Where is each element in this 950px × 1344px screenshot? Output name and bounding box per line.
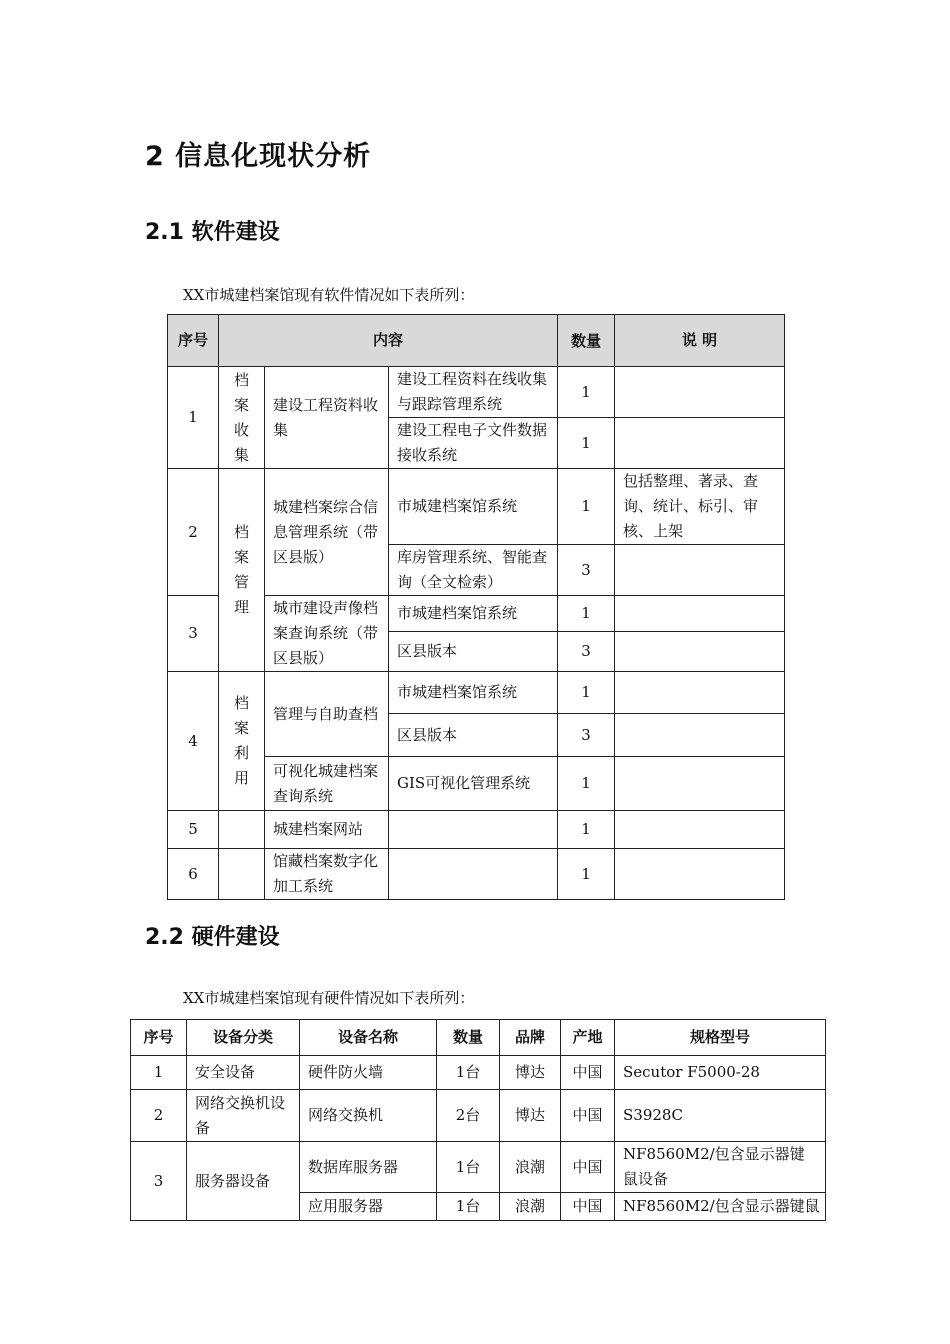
category-cell (219, 811, 265, 849)
device-spec: Secutor F5000-28 (615, 1056, 826, 1090)
item-cell: 市城建档案馆系统 (389, 672, 558, 714)
qty-cell: 1 (558, 596, 615, 632)
item-cell: 市城建档案馆系统 (389, 596, 558, 632)
header-content: 内容 (219, 315, 558, 367)
note-cell (615, 757, 785, 811)
note-cell (615, 545, 785, 596)
category-cell: 档案管理 (219, 469, 265, 672)
note-cell (615, 849, 785, 900)
device-brand: 博达 (500, 1090, 561, 1142)
qty-cell: 1 (558, 757, 615, 811)
device-spec: S3928C (615, 1090, 826, 1142)
header-brand: 品牌 (500, 1020, 561, 1056)
table-row (131, 1056, 826, 1090)
note-cell (615, 367, 785, 418)
subsection-heading-hardware: 2.2 硬件建设 (145, 925, 280, 950)
device-brand: 博达 (500, 1056, 561, 1090)
item-cell: 建设工程资料在线收集与跟踪管理系统 (389, 367, 558, 418)
qty-cell: 1 (558, 811, 615, 849)
table-row (168, 672, 785, 714)
note-cell (615, 418, 785, 469)
note-cell (615, 714, 785, 757)
row-number: 3 (168, 596, 219, 672)
item-cell (389, 811, 558, 849)
qty-cell: 1 (558, 367, 615, 418)
qty-cell: 1 (558, 469, 615, 545)
table-row (131, 1142, 826, 1193)
item-cell: 建设工程电子文件数据接收系统 (389, 418, 558, 469)
header-qty: 数量 (437, 1020, 500, 1056)
device-qty: 1台 (437, 1193, 500, 1221)
note-cell (615, 811, 785, 849)
device-spec: NF8560M2/包含显示器键鼠 (615, 1193, 826, 1221)
header-category: 设备分类 (187, 1020, 300, 1056)
row-number: 6 (168, 849, 219, 900)
qty-cell: 1 (558, 849, 615, 900)
device-name: 硬件防火墙 (300, 1056, 437, 1090)
qty-cell: 3 (558, 545, 615, 596)
item-cell: GIS可视化管理系统 (389, 757, 558, 811)
table-row (168, 469, 785, 545)
sub-category-cell: 城市建设声像档案查询系统（带区县版） (265, 596, 389, 672)
row-number: 3 (131, 1142, 187, 1221)
device-spec: NF8560M2/包含显示器键鼠设备 (615, 1142, 826, 1193)
header-note: 说 明 (615, 315, 785, 367)
sub-category-cell: 可视化城建档案查询系统 (265, 757, 389, 811)
sub-category-cell: 建设工程资料收集 (265, 367, 389, 469)
section-heading: 2 信息化现状分析 (145, 141, 372, 172)
sub-category-cell: 管理与自助查档 (265, 672, 389, 757)
device-origin: 中国 (561, 1142, 615, 1193)
row-number: 5 (168, 811, 219, 849)
device-name: 应用服务器 (300, 1193, 437, 1221)
device-name: 网络交换机 (300, 1090, 437, 1142)
software-intro: XX市城建档案馆现有软件情况如下表所列： (183, 286, 475, 304)
device-qty: 2台 (437, 1090, 500, 1142)
qty-cell: 3 (558, 632, 615, 672)
table-row (168, 811, 785, 849)
header-no: 序号 (131, 1020, 187, 1056)
header-origin: 产地 (561, 1020, 615, 1056)
software-table (167, 314, 785, 900)
note-cell (615, 672, 785, 714)
category-cell (219, 849, 265, 900)
hardware-table (130, 1019, 826, 1221)
device-category: 服务器设备 (187, 1142, 300, 1221)
category-cell: 档案收集 (219, 367, 265, 469)
device-brand: 浪潮 (500, 1193, 561, 1221)
device-origin: 中国 (561, 1056, 615, 1090)
device-brand: 浪潮 (500, 1142, 561, 1193)
note-cell (615, 632, 785, 672)
header-no: 序号 (168, 315, 219, 367)
row-number: 1 (131, 1056, 187, 1090)
sub-category-cell: 城建档案综合信息管理系统（带区县版） (265, 469, 389, 596)
device-qty: 1台 (437, 1056, 500, 1090)
row-number: 4 (168, 672, 219, 811)
sub-category-cell: 馆藏档案数字化加工系统 (265, 849, 389, 900)
device-category: 网络交换机设备 (187, 1090, 300, 1142)
table-row (131, 1090, 826, 1142)
item-cell: 区县版本 (389, 632, 558, 672)
device-qty: 1台 (437, 1142, 500, 1193)
device-origin: 中国 (561, 1090, 615, 1142)
device-category: 安全设备 (187, 1056, 300, 1090)
row-number: 2 (168, 469, 219, 596)
sub-category-cell: 城建档案网站 (265, 811, 389, 849)
row-number: 2 (131, 1090, 187, 1142)
item-cell: 区县版本 (389, 714, 558, 757)
table-row (168, 849, 785, 900)
qty-cell: 1 (558, 672, 615, 714)
item-cell: 市城建档案馆系统 (389, 469, 558, 545)
row-number: 1 (168, 367, 219, 469)
note-cell (615, 596, 785, 632)
qty-cell: 1 (558, 418, 615, 469)
hardware-header-row (131, 1020, 826, 1056)
qty-cell: 3 (558, 714, 615, 757)
table-row (168, 367, 785, 418)
device-name: 数据库服务器 (300, 1142, 437, 1193)
device-origin: 中国 (561, 1193, 615, 1221)
header-spec: 规格型号 (615, 1020, 826, 1056)
note-cell: 包括整理、著录、查询、统计、标引、审核、上架 (615, 469, 785, 545)
hardware-intro: XX市城建档案馆现有硬件情况如下表所列： (183, 989, 475, 1007)
header-qty: 数量 (558, 315, 615, 367)
item-cell (389, 849, 558, 900)
software-header-row (168, 315, 785, 367)
subsection-heading-software: 2.1 软件建设 (145, 220, 280, 245)
header-device-name: 设备名称 (300, 1020, 437, 1056)
item-cell: 库房管理系统、智能查询（全文检索） (389, 545, 558, 596)
category-cell: 档案利用 (219, 672, 265, 811)
